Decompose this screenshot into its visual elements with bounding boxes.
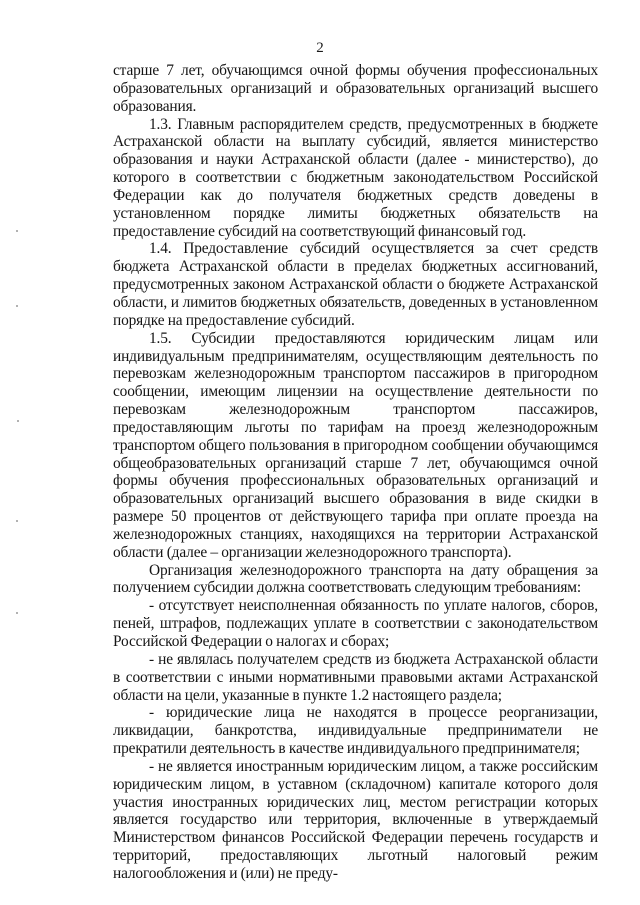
paragraph-requirements-intro: Организация железнодорожного транспорта на дату обращения за получением субсидии должна соответствовать следующим требованиям: xyxy=(113,561,598,597)
page-number: 2 xyxy=(316,40,324,56)
requirement-item-taxes: - отсутствует неисполненная обязанность по уплате налогов, сборов, пеней, штрафов, подлежащих уплате в соответствии с законодательством Российской Федерации о налогах и сборах; xyxy=(113,597,598,650)
paragraph-continuation: старше 7 лет, обучающимся очной формы обучения профессиональных образовательных организаций и образовательных организаций высшего образования. xyxy=(113,62,598,115)
requirement-item-foreign-entity: - не является иностранным юридическим лицом, а также российским юридическим лицом, в уставном (складочном) капитале которого доля участия иностранных юридических лиц, местом регистрации которых является государство или территория, включенные в утверждаемый Министерством финансов Российской Федерации перечень государств и территорий, предоставляющих льготный налоговый режим налогообложения и (или) не преду- xyxy=(113,757,598,882)
document-body xyxy=(113,62,598,883)
scan-speck xyxy=(16,230,18,232)
scan-speck xyxy=(16,305,18,307)
paragraph-1-5: 1.5. Субсидии предоставляются юридическим лицам или индивидуальным предпринимателям, осуществляющим деятельность по перевозкам железнодорожным транспортом пассажиров в пригородном сообщении, имеющим лицензии на осуществление деятельности по перевозкам железнодорожным транспортом пассажиров, предоставляющим льготы по тарифам на проезд железнодорожным транспортом общего пользования в пригородном сообщении обучающимся общеобразовательных организаций старше 7 лет, обучающимся очной формы обучения профессиональных образовательных организаций и образовательных организаций высшего образования в виде скидки в размере 50 процентов от действующего тарифа при оплате проезда на железнодорожных станциях, находящихся на территории Астраханской области (далее – организации железнодорожного транспорта). xyxy=(113,329,598,561)
scan-speck xyxy=(16,520,18,522)
scan-speck xyxy=(17,420,19,422)
requirement-item-budget-funds: - не являлась получателем средств из бюджета Астраханской области в соответствии с иными нормативными правовыми актами Астраханской области на цели, указанные в пункте 1.2 настоящего раздела; xyxy=(113,650,598,704)
scan-speck xyxy=(16,612,18,614)
paragraph-1-3: 1.3. Главным распорядителем средств, предусмотренных в бюджете Астраханской области на выплату субсидий, является министерство образования и науки Астраханской области (далее - министерство), до которого в соответствии с бюджетным законодательством Российской Федерации как до получателя бюджетных средств доведены в установленном порядке лимиты бюджетных обязательств на предоставление субсидий на соответствующий финансовый год. xyxy=(113,115,598,240)
requirement-item-reorganization: - юридические лица не находятся в процессе реорганизации, ликвидации, банкротства, индивидуальные предприниматели не прекратили деятельность в качестве индивидуального предпринимателя; xyxy=(113,704,598,758)
paragraph-1-4: 1.4. Предоставление субсидий осуществляется за счет средств бюджета Астраханской области в пределах бюджетных ассигнований, предусмотренных законом Астраханской области о бюджете Астраханской области, и лимитов бюджетных обязательств, доведенных в установленном порядке на предоставление субсидий. xyxy=(113,240,598,329)
